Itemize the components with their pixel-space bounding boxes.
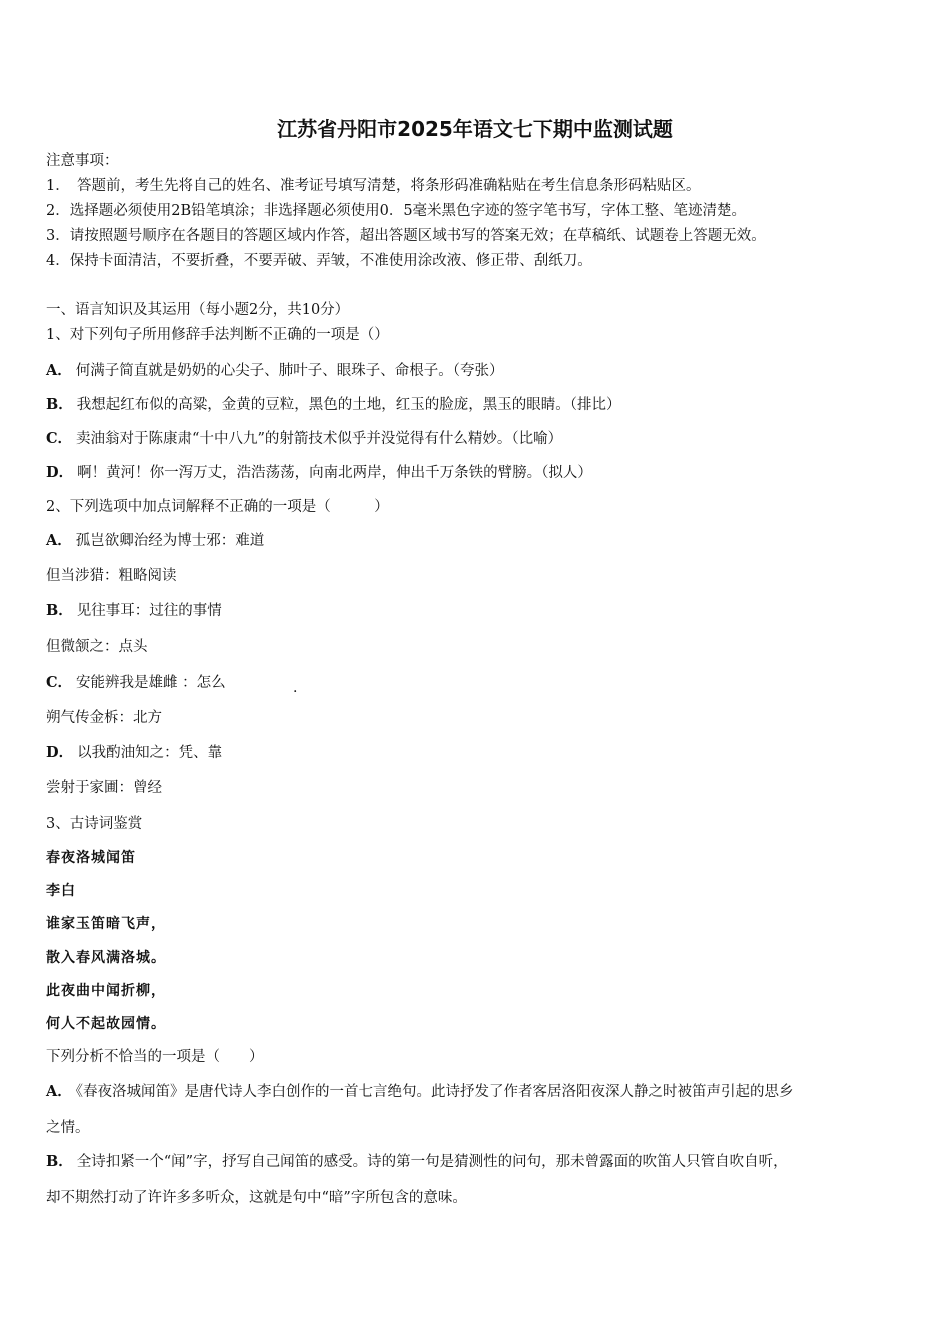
question-3-stem: 3、古诗词鉴赏 bbox=[46, 816, 143, 832]
option-label: A． bbox=[46, 532, 72, 549]
section-heading: 一、语言知识及其运用（每小题2分，共10分） bbox=[46, 302, 350, 318]
option-label: B． bbox=[46, 396, 73, 413]
q3-option-b-line2: 却不期然打动了许许多多听众，这就是句中“暗”字所包含的意味。 bbox=[46, 1190, 467, 1206]
option-text: 啊！黄河！你一泻万丈，浩浩荡荡，向南北两岸，伸出千万条铁的臂膀。（拟人） bbox=[77, 465, 592, 481]
question-1-stem: 1、对下列句子所用修辞手法判断不正确的一项是（） bbox=[46, 327, 389, 343]
option-text: 卖油翁对于陈康肃“十中八九”的射箭技术似乎并没觉得有什么精妙。（比喻） bbox=[76, 431, 563, 447]
q3-option-b bbox=[46, 1153, 788, 1171]
option-text: 见往事耳：过往的事情 bbox=[76, 603, 222, 619]
q2-option-b bbox=[46, 602, 222, 620]
option-text: 全诗扣紧一个“闻”字，抒写自己闻笛的感受。诗的第一句是猜测性的问句，那未曾露面的吹笛人只管自吹自听， bbox=[76, 1154, 788, 1170]
option-text: 我想起红布似的高粱，金黄的豆粒，黑色的土地，红玉的脸庞，黑玉的眼睛。（排比） bbox=[76, 397, 621, 413]
option-label: C． bbox=[46, 674, 73, 691]
q2-option-c bbox=[46, 674, 226, 692]
option-text: 何满子简直就是奶奶的心尖子、肺叶子、眼珠子、命根子。（夸张） bbox=[75, 363, 504, 379]
page-title: 江苏省丹阳市2025年语文七下期中监测试题 bbox=[277, 117, 673, 141]
poet-name: 李白 bbox=[46, 883, 76, 899]
option-label: A． bbox=[46, 362, 72, 379]
option-text: 《春夜洛城闻笛》是唐代诗人李白创作的一首七言绝句。此诗抒发了作者客居洛阳夜深人静之时被笛声引起的思乡 bbox=[75, 1084, 794, 1100]
q3-option-a-line2: 之情。 bbox=[46, 1120, 90, 1136]
question-3-prompt: 下列分析不恰当的一项是（ ） bbox=[46, 1049, 264, 1065]
option-label: B． bbox=[46, 1153, 73, 1170]
q1-option-c bbox=[46, 430, 562, 448]
q1-option-b bbox=[46, 396, 621, 414]
notice-item-4: 4．保持卡面清洁，不要折叠，不要弄破、弄皱，不准使用涂改液、修正带、刮纸刀。 bbox=[46, 253, 592, 269]
poem-line-2: 散入春风满洛城。 bbox=[46, 950, 166, 966]
q1-option-a bbox=[46, 362, 504, 380]
option-label: A． bbox=[46, 1083, 72, 1100]
q2-option-d bbox=[46, 744, 222, 762]
notice-item-3: 3．请按照题号顺序在各题目的答题区域内作答，超出答题区域书写的答案无效；在草稿纸、试题卷上答题无效。 bbox=[46, 228, 766, 244]
option-label: D． bbox=[46, 464, 74, 481]
poem-line-3: 此夜曲中闻折柳， bbox=[46, 983, 166, 999]
poem-line-4: 何人不起故园情。 bbox=[46, 1016, 166, 1032]
option-text: 孤岂欲卿治经为博士邪：难道 bbox=[75, 533, 265, 549]
option-text: 以我酌油知之：凭、靠 bbox=[77, 745, 223, 761]
notice-heading: 注意事项： bbox=[46, 153, 119, 169]
notice-item-1: 1． 答题前，考生先将自己的姓名、准考证号填写清楚，将条形码准确粘贴在考生信息条形码粘贴区。 bbox=[46, 178, 701, 194]
q2-option-d-line2: 尝射于家圃：曾经 bbox=[46, 780, 162, 796]
stray-mark: . bbox=[293, 680, 298, 696]
poem-line-1: 谁家玉笛暗飞声， bbox=[46, 916, 166, 932]
q3-option-a bbox=[46, 1083, 794, 1101]
notice-item-2: 2．选择题必须使用2B铅笔填涂；非选择题必须使用0．5毫米黑色字迹的签字笔书写，字体工整、笔迹清楚。 bbox=[46, 203, 747, 219]
q1-option-d bbox=[46, 464, 592, 482]
option-label: B． bbox=[46, 602, 73, 619]
question-2-stem: 2、下列选项中加点词解释不正确的一项是（ ） bbox=[46, 499, 389, 515]
q2-option-a bbox=[46, 532, 264, 550]
option-label: C． bbox=[46, 430, 73, 447]
option-text: 安能辨我是雄雌 ：怎么 bbox=[76, 675, 226, 691]
q2-option-c-line2: 朔气传金柝：北方 bbox=[46, 710, 162, 726]
option-label: D． bbox=[46, 744, 74, 761]
q2-option-b-line2: 但微颔之：点头 bbox=[46, 639, 148, 655]
poem-title: 春夜洛城闻笛 bbox=[46, 850, 136, 866]
q2-option-a-line2: 但当涉猎：粗略阅读 bbox=[46, 568, 177, 584]
